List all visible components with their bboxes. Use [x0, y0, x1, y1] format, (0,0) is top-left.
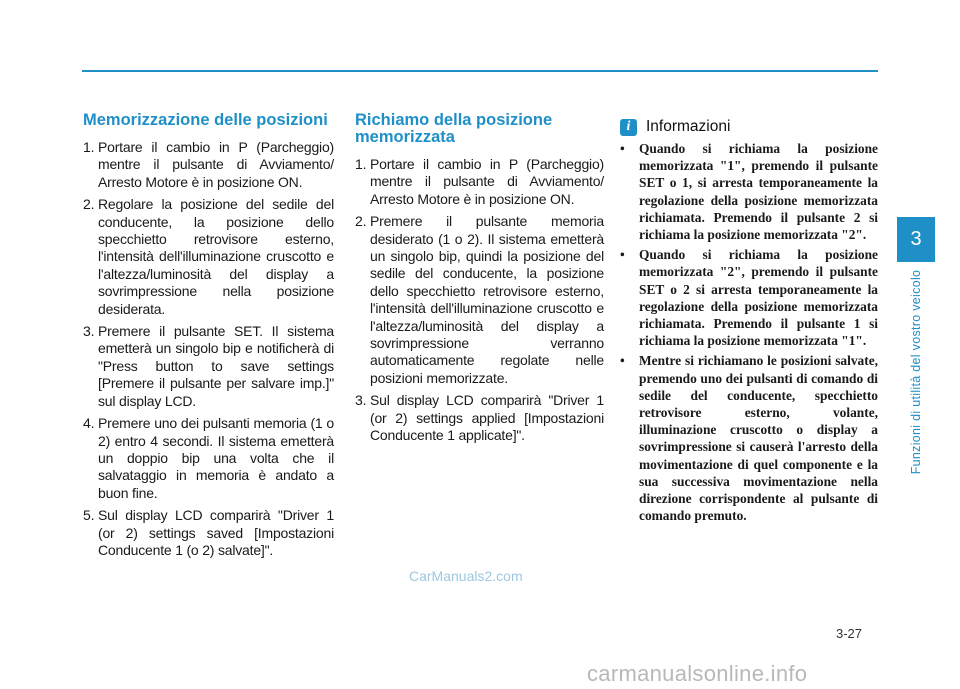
step-item	[83, 415, 334, 502]
info-bullet	[620, 352, 878, 524]
step-text: Portare il cambio in P (Parcheggio) mentre il pulsante di Avviamento/ Arresto Motore è in posizione ON.	[98, 139, 334, 190]
watermark-top: CarManuals2.com	[409, 568, 523, 584]
info-bullets	[620, 140, 878, 524]
step-number: 1.	[355, 156, 367, 172]
step-number: 2.	[83, 196, 95, 213]
page-number: 3-27	[836, 626, 863, 641]
step-text: Premere uno dei pulsanti memoria (1 o 2) entro 4 secondi. Il sistema emetterà un doppio bip una volta che il salvataggio in memoria è andato a buon fine.	[98, 415, 334, 501]
step-item	[83, 196, 334, 318]
bullet-text: Mentre si richiamano le posizioni salvate, premendo uno dei pulsanti di comando di sedile del conducente, specchietto retrovisore esterno, volante, illuminazione cruscotto o display a sovrimpressione si causerà l'arresto della movimentazione di quel componente e la sua successiva movimentazione nella direzione corrispondente al pulsante di comando premuto.	[639, 353, 878, 524]
info-section	[620, 112, 878, 527]
step-item	[355, 213, 604, 387]
bullet-mark: •	[620, 247, 625, 263]
watermark-bottom: carmanualsonline.info	[587, 661, 808, 686]
recall-steps	[355, 156, 604, 445]
step-number: 3.	[355, 392, 367, 409]
step-item	[83, 139, 334, 191]
step-text: Premere il pulsante memoria desiderato (1 o 2). Il sistema emetterà un singolo bip, quindi la posizione del sedile del conducente, la posizione dello specchietto retrovisore esterno, l'intensità dell'illuminazione cruscotto e l'altezza/luminosità del display a sovrimpressione verranno automaticamente regolate nelle posizioni memorizzate.	[370, 213, 604, 386]
recall-section	[355, 112, 604, 450]
step-text: Portare il cambio in P (Parcheggio) mentre il pulsante di Avviamento/ Arresto Motore è in posizione ON.	[370, 156, 604, 207]
step-item	[83, 507, 334, 559]
step-number: 1.	[83, 139, 95, 155]
step-item	[83, 323, 334, 410]
step-item	[355, 392, 604, 444]
step-text: Sul display LCD comparirà "Driver 1 (or 2) settings applied [Impostazioni Conducente 1 applicate]".	[370, 392, 604, 444]
step-item	[355, 156, 604, 208]
bullet-text: Quando si richiama la posizione memorizzata "1", premendo il pulsante SET o 1, si arresta temporaneamente la regolazione della posizione memorizzata richiamata. Premendo il pulsante 2 si richiama la posizione memorizzata "2".	[639, 141, 878, 243]
memorize-section	[83, 112, 334, 564]
info-icon: i	[620, 119, 637, 136]
step-number: 3.	[83, 323, 95, 340]
memorize-steps	[83, 139, 334, 559]
step-text: Premere il pulsante SET. Il sistema emetterà un singolo bip e notificherà di "Press button to save settings [Premere il pulsante per salvare imp.]" sul display LCD.	[98, 323, 334, 409]
step-number: 2.	[355, 213, 367, 230]
info-bullet	[620, 246, 878, 349]
step-text: Sul display LCD comparirà "Driver 1 (or 2) settings saved [Impostazioni Conducente 1 (o 2) salvate]".	[98, 507, 334, 558]
step-number: 5.	[83, 507, 95, 524]
info-bullet	[620, 140, 878, 243]
bullet-mark: •	[620, 141, 625, 156]
memorize-heading: Memorizzazione delle posizioni	[83, 111, 328, 129]
recall-heading: Richiamo della posizione memorizzata	[355, 111, 553, 146]
step-text: Regolare la posizione del sedile del conducente, la posizione dello specchietto retrovisore esterno, l'intensità dell'illuminazione cruscotto e l'altezza/luminosità del display a sovrimpressione nella posizione desiderata.	[98, 196, 334, 317]
info-header	[620, 118, 878, 136]
bullet-text: Quando si richiama la posizione memorizzata "2", premendo il pulsante SET o 2 si arresta temporaneamente la regolazione della posizione memorizzata richiamata. Premendo il pulsante 1 si richiama la posizione memorizzata "1".	[639, 247, 878, 349]
info-title: Informazioni	[646, 118, 731, 135]
top-rule	[82, 70, 878, 72]
chapter-tab: 3	[897, 217, 935, 262]
bullet-mark: •	[620, 353, 625, 369]
chapter-title: Funzioni di utilità del vostro veicolo	[909, 269, 923, 475]
step-number: 4.	[83, 415, 95, 432]
